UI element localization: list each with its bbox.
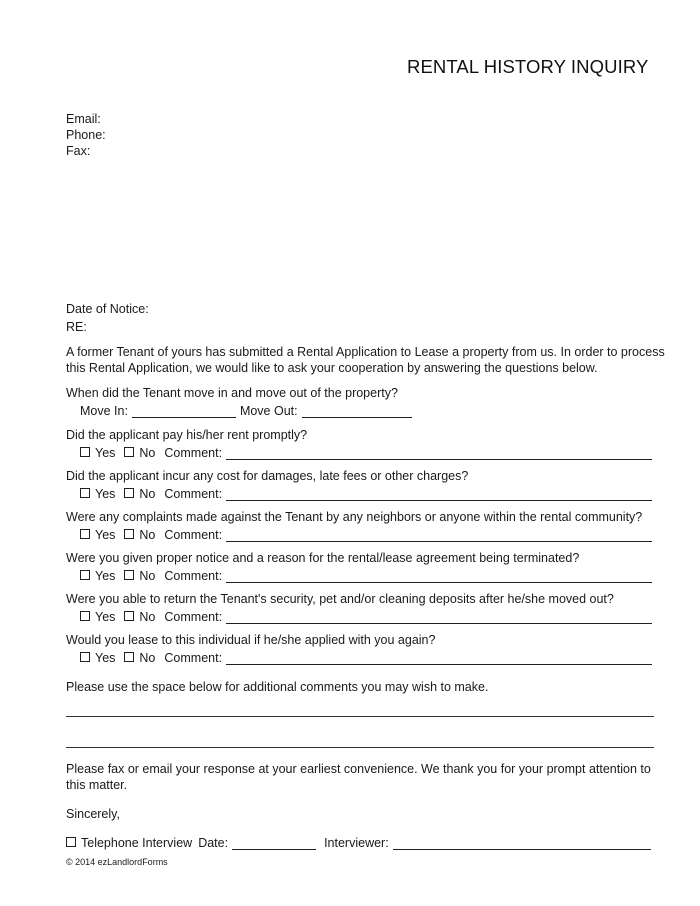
move-in-label: Move In: xyxy=(80,404,128,418)
comment-label: Comment: xyxy=(164,610,223,624)
comment-label: Comment: xyxy=(164,569,223,583)
yes-label: Yes xyxy=(95,446,116,460)
answer-row-6 xyxy=(80,651,652,665)
move-dates-row xyxy=(80,404,412,418)
no-label: No xyxy=(139,446,156,460)
question-6: Would you lease to this individual if he/she applied with you again? xyxy=(66,633,436,647)
no-checkbox[interactable] xyxy=(124,488,134,498)
move-out-field[interactable] xyxy=(302,405,412,418)
comment-field[interactable] xyxy=(226,488,652,501)
yes-checkbox[interactable] xyxy=(80,570,90,580)
answer-row-1 xyxy=(80,446,652,460)
move-question: When did the Tenant move in and move out of the property? xyxy=(66,386,398,400)
no-label: No xyxy=(139,528,156,542)
no-label: No xyxy=(139,487,156,501)
question-4: Were you given proper notice and a reason for the rental/lease agreement being terminated? xyxy=(66,551,580,565)
move-in-field[interactable] xyxy=(132,405,236,418)
email-label: Email: xyxy=(66,112,101,126)
sign-off: Sincerely, xyxy=(66,807,120,821)
telephone-interview-label: Telephone Interview xyxy=(81,836,193,850)
comment-label: Comment: xyxy=(164,651,223,665)
comment-label: Comment: xyxy=(164,528,223,542)
yes-checkbox[interactable] xyxy=(80,529,90,539)
no-label: No xyxy=(139,651,156,665)
fax-label: Fax: xyxy=(66,144,91,158)
no-checkbox[interactable] xyxy=(124,447,134,457)
comment-label: Comment: xyxy=(164,487,223,501)
answer-row-2 xyxy=(80,487,652,501)
yes-label: Yes xyxy=(95,651,116,665)
question-3: Were any complaints made against the Tenant by any neighbors or anyone within the rental community? xyxy=(66,510,643,524)
comment-field[interactable] xyxy=(226,529,652,542)
intro-paragraph: A former Tenant of yours has submitted a Rental Application to Lease a property from us. In order to process this Rental Application, we would like to ask your cooperation by answering the questions below. xyxy=(66,345,665,375)
yes-label: Yes xyxy=(95,610,116,624)
interview-date-field[interactable] xyxy=(232,837,316,850)
question-5: Were you able to return the Tenant's security, pet and/or cleaning deposits after he/she moved out? xyxy=(66,592,614,606)
comment-label: Comment: xyxy=(164,446,223,460)
yes-checkbox[interactable] xyxy=(80,652,90,662)
phone-label: Phone: xyxy=(66,128,106,142)
yes-label: Yes xyxy=(95,487,116,501)
no-label: No xyxy=(139,610,156,624)
yes-checkbox[interactable] xyxy=(80,488,90,498)
comment-field[interactable] xyxy=(226,611,652,624)
no-checkbox[interactable] xyxy=(124,611,134,621)
answer-row-3 xyxy=(80,528,652,542)
yes-label: Yes xyxy=(95,569,116,583)
question-2: Did the applicant incur any cost for damages, late fees or other charges? xyxy=(66,469,469,483)
no-checkbox[interactable] xyxy=(124,529,134,539)
interviewer-field[interactable] xyxy=(393,837,651,850)
answer-row-4 xyxy=(80,569,652,583)
date-of-notice-label: Date of Notice: xyxy=(66,302,149,316)
yes-checkbox[interactable] xyxy=(80,611,90,621)
comment-field[interactable] xyxy=(226,447,652,460)
no-label: No xyxy=(139,569,156,583)
no-checkbox[interactable] xyxy=(124,570,134,580)
question-1: Did the applicant pay his/her rent promptly? xyxy=(66,428,308,442)
answer-row-5 xyxy=(80,610,652,624)
re-label: RE: xyxy=(66,320,87,334)
no-checkbox[interactable] xyxy=(124,652,134,662)
document-title: RENTAL HISTORY INQUIRY xyxy=(407,56,649,77)
copyright: © 2014 ezLandlordForms xyxy=(66,857,168,867)
additional-comments-line-2[interactable] xyxy=(66,747,654,748)
telephone-interview-row xyxy=(66,836,651,850)
interviewer-label: Interviewer: xyxy=(324,836,389,850)
additional-comments-line-1[interactable] xyxy=(66,716,654,717)
telephone-interview-checkbox[interactable] xyxy=(66,837,76,847)
date-label: Date: xyxy=(198,836,229,850)
additional-comments-label: Please use the space below for additional comments you may wish to make. xyxy=(66,680,489,694)
closing-paragraph: Please fax or email your response at your earliest convenience. We thank you for your prompt attention to this matter. xyxy=(66,762,651,792)
comment-field[interactable] xyxy=(226,652,652,665)
yes-label: Yes xyxy=(95,528,116,542)
move-out-label: Move Out: xyxy=(239,404,298,418)
yes-checkbox[interactable] xyxy=(80,447,90,457)
comment-field[interactable] xyxy=(226,570,652,583)
